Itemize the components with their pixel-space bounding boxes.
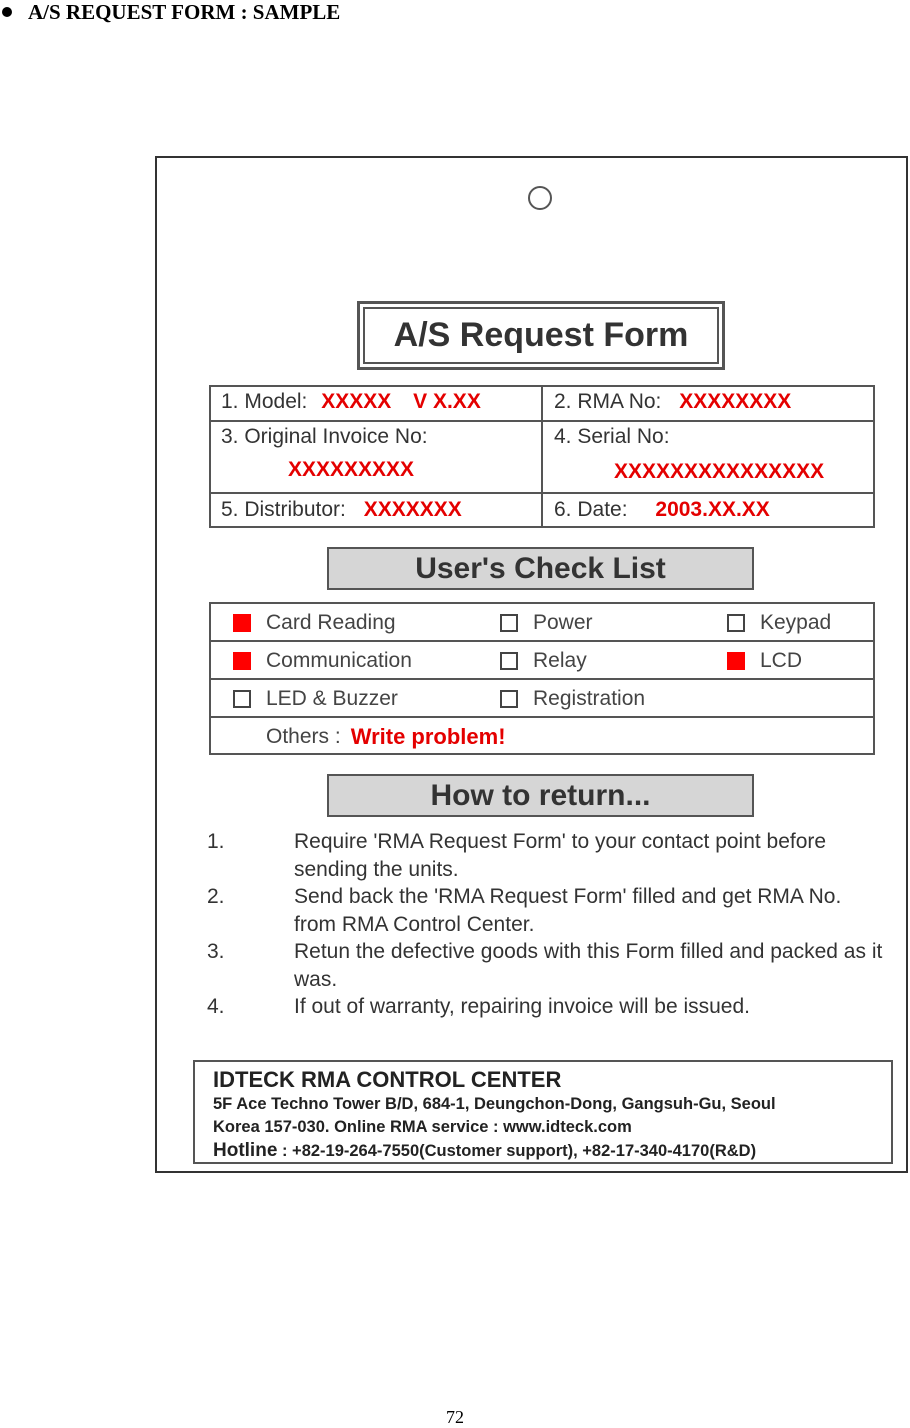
distributor-field	[221, 498, 462, 522]
distributor-value: XXXXXXX	[363, 498, 462, 521]
bullet-icon	[2, 7, 12, 17]
section-heading	[0, 0, 340, 24]
contact-hotline	[213, 1139, 873, 1163]
checkbox-unchecked-icon[interactable]	[500, 690, 518, 708]
info-table	[209, 385, 875, 528]
contact-title: IDTECK RMA CONTROL CENTER	[213, 1067, 562, 1092]
invoice-label: 3. Original Invoice No:	[221, 425, 428, 448]
divider	[211, 420, 873, 422]
checkbox-unchecked-icon[interactable]	[500, 614, 518, 632]
checkbox-checked-icon[interactable]	[233, 614, 251, 632]
checkbox-unchecked-icon[interactable]	[727, 614, 745, 632]
date-value: 2003.XX.XX	[655, 498, 770, 521]
serial-value: XXXXXXXXXXXXXXX	[614, 460, 825, 483]
checklist-item-lcd[interactable]	[727, 642, 802, 680]
step-number: 3.	[207, 940, 225, 963]
model-version: V X.XX	[413, 390, 481, 413]
option-label: LED & Buzzer	[266, 687, 398, 710]
step-text: Send back the 'RMA Request Form' filled and get RMA No. from RMA Control Center.	[294, 885, 842, 936]
option-label: Power	[533, 611, 593, 634]
step-number: 1.	[207, 830, 225, 853]
divider	[211, 492, 873, 494]
checklist-row	[211, 604, 873, 642]
model-label: 1. Model:	[221, 390, 308, 413]
checklist-item-led-buzzer[interactable]	[233, 680, 398, 718]
option-label: LCD	[760, 649, 803, 672]
form-title-box	[357, 301, 725, 370]
form-title: A/S Request Form	[363, 307, 719, 364]
rma-field	[554, 390, 874, 418]
option-label: Relay	[533, 649, 587, 672]
checklist-item-communication[interactable]	[233, 642, 412, 680]
model-field	[221, 390, 541, 418]
checkbox-unchecked-icon[interactable]	[233, 690, 251, 708]
request-form-card	[155, 156, 908, 1173]
heading-text: A/S REQUEST FORM : SAMPLE	[28, 0, 341, 24]
date-field	[554, 498, 770, 522]
rma-value: XXXXXXXX	[679, 390, 792, 413]
checklist-item-registration[interactable]	[500, 680, 645, 718]
others-value: Write problem!	[350, 724, 506, 749]
checklist-row	[211, 680, 873, 718]
contact-box	[193, 1060, 893, 1164]
contact-address: 5F Ace Techno Tower B/D, 684-1, Deungchon-Dong, Gangsuh-Gu, Seoul	[213, 1095, 776, 1113]
divider	[541, 387, 543, 526]
hotline-value: : +82-19-264-7550(Customer support), +82-17-340-4170(R&D)	[277, 1142, 757, 1160]
page-number: 72	[446, 1407, 464, 1427]
checkbox-checked-icon[interactable]	[727, 652, 745, 670]
distributor-label: 5. Distributor:	[221, 498, 346, 521]
hotline-label: Hotline	[213, 1140, 278, 1161]
checklist-banner: User's Check List	[327, 547, 754, 590]
return-banner: How to return...	[327, 774, 754, 817]
checklist-item-keypad[interactable]	[727, 604, 831, 642]
checkbox-unchecked-icon[interactable]	[500, 652, 518, 670]
checklist-row	[211, 642, 873, 680]
others-label: Others :	[266, 725, 341, 748]
rma-label: 2. RMA No:	[554, 390, 662, 413]
invoice-value: XXXXXXXXX	[288, 458, 415, 481]
serial-label: 4. Serial No:	[554, 425, 670, 448]
checkbox-checked-icon[interactable]	[233, 652, 251, 670]
punch-hole-icon	[528, 186, 552, 210]
option-label: Communication	[266, 649, 412, 672]
checklist-table	[209, 602, 875, 755]
option-label: Card Reading	[266, 611, 396, 634]
contact-address-2: Korea 157-030. Online RMA service : www.idteck.com	[213, 1118, 632, 1136]
option-label: Keypad	[760, 611, 832, 634]
step-text: If out of warranty, repairing invoice will be issued.	[294, 995, 750, 1018]
checklist-item-power[interactable]	[500, 604, 593, 642]
checklist-item-card-reading[interactable]	[233, 604, 396, 642]
step-text: Require 'RMA Request Form' to your contact point before sending the units.	[294, 830, 827, 881]
model-value: XXXXX	[321, 390, 392, 413]
step-number: 4.	[207, 995, 225, 1018]
date-label: 6. Date:	[554, 498, 628, 521]
others-field[interactable]	[266, 718, 506, 756]
checklist-row-others	[211, 718, 873, 756]
option-label: Registration	[533, 687, 646, 710]
step-text: Retun the defective goods with this Form filled and packed as it was.	[294, 940, 883, 991]
checklist-item-relay[interactable]	[500, 642, 587, 680]
step-number: 2.	[207, 885, 225, 908]
